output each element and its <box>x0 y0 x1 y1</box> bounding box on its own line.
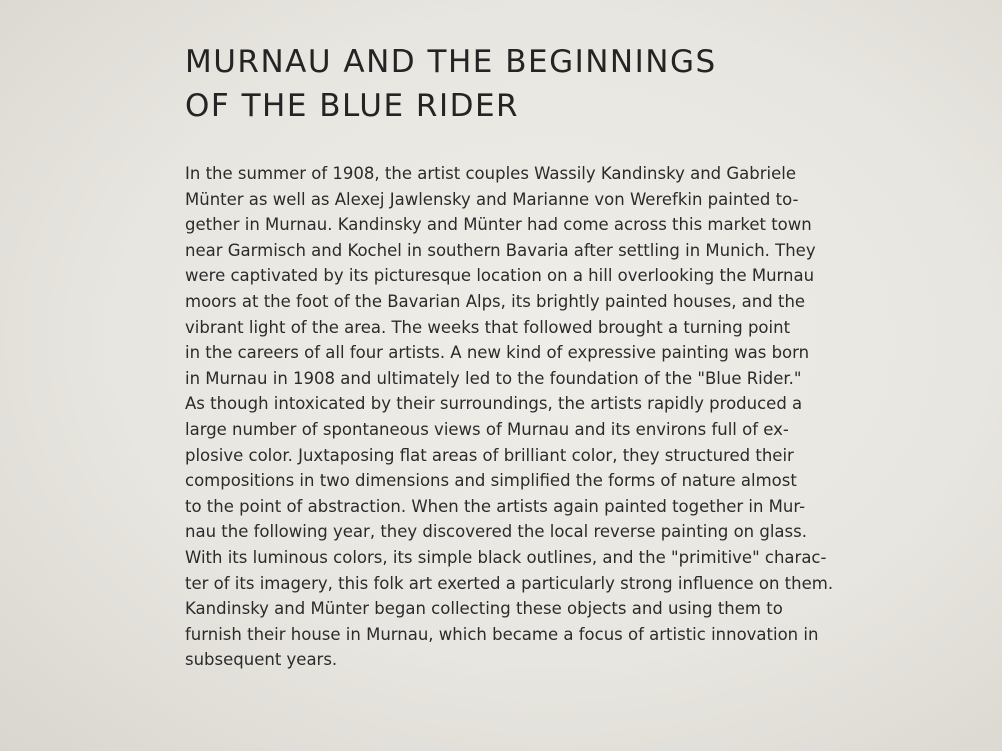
body-line: near Garmisch and Kochel in southern Bavaria after settling in Munich. They <box>185 240 816 260</box>
body-line: With its luminous colors, its simple black outlines, and the "primitive" charac- <box>185 547 827 567</box>
wall-text-title <box>185 40 865 128</box>
body-line: compositions in two dimensions and simplified the forms of nature almost <box>185 471 797 491</box>
body-line: in the careers of all four artists. A new kind of expressive painting was born <box>185 343 810 363</box>
wall-text-panel <box>185 40 865 670</box>
body-line: Kandinsky and Münter began collecting these objects and using them to <box>185 599 783 619</box>
body-line: In the summer of 1908, the artist couples Wassily Kandinsky and Gabriele <box>185 164 796 183</box>
body-line: large number of spontaneous views of Murnau and its environs full of ex- <box>185 419 789 439</box>
body-line: ter of its imagery, this folk art exerted a particularly strong influence on them. <box>185 573 834 593</box>
title-line: MURNAU AND THE BEGINNINGS <box>185 44 717 80</box>
body-line: subsequent years. <box>185 650 338 670</box>
body-line: furnish their house in Murnau, which became a focus of artistic innovation in <box>185 624 819 644</box>
body-line: moors at the foot of the Bavarian Alps, its brightly painted houses, and the <box>185 291 806 311</box>
title-line: OF THE BLUE RIDER <box>185 88 520 124</box>
body-line: in Murnau in 1908 and ultimately led to the foundation of the "Blue Rider." <box>185 368 802 388</box>
body-line: As though intoxicated by their surroundings, the artists rapidly produced a <box>185 394 803 414</box>
body-line: Münter as well as Alexej Jawlensky and Marianne von Werefkin painted to- <box>185 189 799 209</box>
body-line: plosive color. Juxtaposing flat areas of brilliant color, they structured their <box>185 445 794 465</box>
wall-text-body <box>185 161 833 673</box>
body-line: to the point of abstraction. When the artists again painted together in Mur- <box>185 496 806 516</box>
body-line: nau the following year, they discovered the local reverse painting on glass. <box>185 522 807 542</box>
body-line: vibrant light of the area. The weeks that followed brought a turning point <box>185 317 791 337</box>
body-line: gether in Murnau. Kandinsky and Münter had come across this market town <box>185 215 812 235</box>
body-line: were captivated by its picturesque location on a hill overlooking the Murnau <box>185 266 815 286</box>
